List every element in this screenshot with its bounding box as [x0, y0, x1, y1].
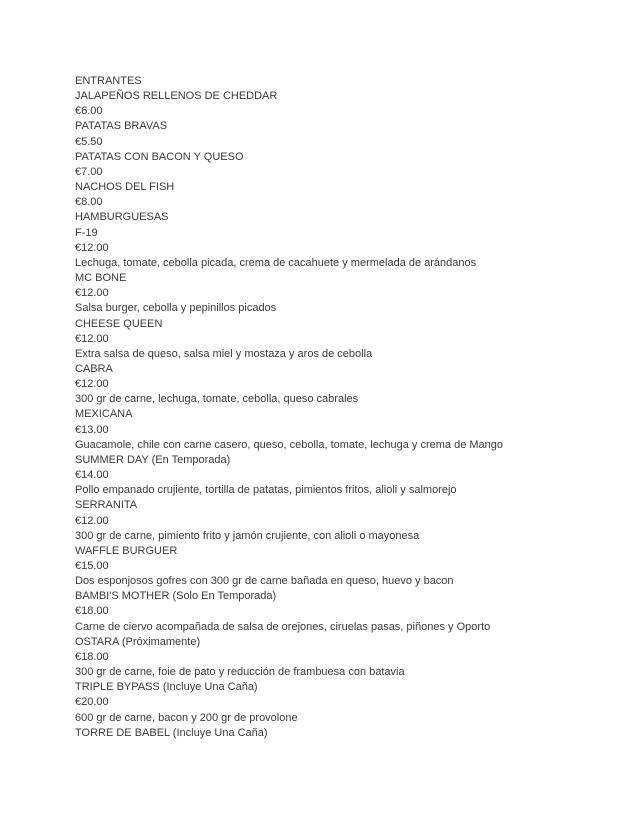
item-name: WAFFLE BURGUER [75, 544, 178, 557]
item-name: F-19 [75, 226, 98, 239]
item-description: Dos esponjosos gofres con 300 gr de carne bañada en queso, huevo y bacon [75, 575, 454, 588]
item-name: MEXICANA [75, 408, 133, 421]
item-description: 300 gr de carne, lechuga, tomate, cebolla, queso cabrales [75, 393, 359, 406]
item-price: €8.00 [75, 196, 103, 209]
item-name: JALAPEÑOS RELLENOS DE CHEDDAR [75, 90, 278, 103]
item-price: €20.00 [75, 696, 109, 709]
item-name: TORRE DE BABEL (Incluye Una Caña) [75, 726, 268, 739]
item-price: €14.00 [75, 469, 109, 482]
item-price: €12.00 [75, 241, 109, 254]
item-name: MC BONE [75, 272, 127, 285]
item-name: CHEESE QUEEN [75, 317, 163, 330]
item-price: €5.50 [75, 135, 103, 148]
item-name: BAMBI'S MOTHER (Solo En Temporada) [75, 590, 277, 603]
item-price: €12.00 [75, 514, 109, 527]
item-description: Salsa burger, cebolla y pepinillos picados [75, 302, 277, 315]
section-heading-entrantes: ENTRANTES [75, 75, 142, 87]
item-price: €18.00 [75, 650, 109, 663]
item-price: €18.00 [75, 605, 109, 618]
item-description: Lechuga, tomate, cebolla picada, crema de cacahuete y mermelada de arándanos [75, 256, 477, 269]
item-price: €15.00 [75, 560, 109, 572]
section-heading-hamburguesas: HAMBURGUESAS [75, 211, 169, 224]
item-description: 300 gr de carne, pimiento frito y jamón crujiente, con alioli o mayonesa [75, 529, 420, 542]
item-description: 300 gr de carne, foie de pato y reducción de frambuesa con batavia [75, 666, 405, 679]
item-description: 600 gr de carne, bacon y 200 gr de provolone [75, 711, 298, 724]
item-description: Carne de ciervo acompañada de salsa de orejones, ciruelas pasas, piñones y Oporto [75, 620, 491, 633]
item-name: CABRA [75, 362, 113, 375]
item-name: PATATAS BRAVAS [75, 120, 168, 133]
menu-document [75, 74, 615, 741]
item-name: OSTARA (Próximamente) [75, 635, 201, 648]
item-name: NACHOS DEL FISH [75, 181, 175, 194]
item-price: €12.00 [75, 378, 109, 391]
item-price: €13.00 [75, 423, 109, 436]
item-description: Extra salsa de queso, salsa miel y mostaza y aros de cebolla [75, 347, 373, 360]
item-price: €7.00 [75, 165, 103, 178]
item-description: Pollo empanado crujiente, tortilla de patatas, pimientos fritos, alioli y salmorejo [75, 484, 457, 497]
item-price: €12.00 [75, 287, 109, 300]
item-name: TRIPLE BYPASS (Incluye Una Caña) [75, 681, 258, 694]
item-price: €6.00 [75, 105, 103, 118]
item-name: SUMMER DAY (En Temporada) [75, 453, 231, 466]
item-name: PATATAS CON BACON Y QUESO [75, 150, 244, 163]
item-description: Guacamole, chile con carne casero, queso, cebolla, tomate, lechuga y crema de Mango [75, 438, 504, 451]
item-name: SERRANITA [75, 499, 138, 512]
item-price: €12.00 [75, 332, 109, 345]
